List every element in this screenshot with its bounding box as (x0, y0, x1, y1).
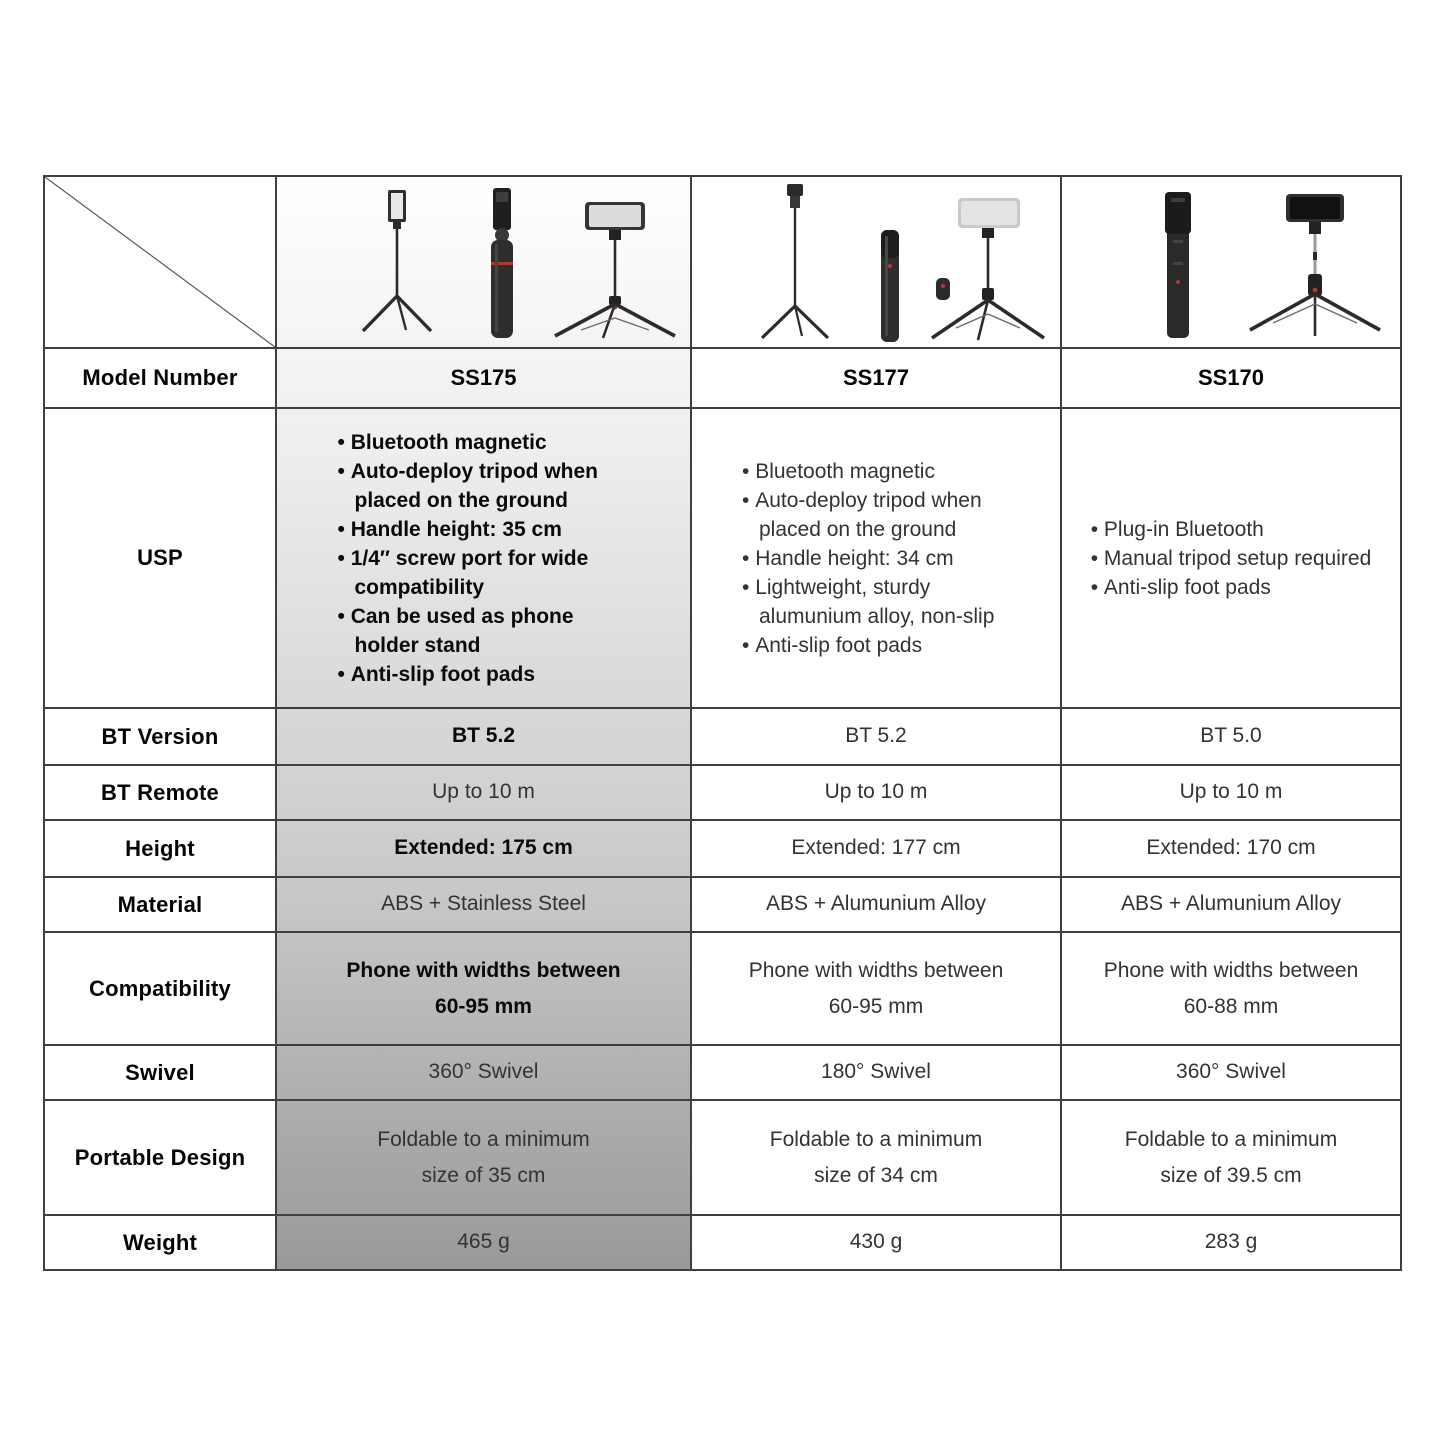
usp-item: • Anti-slip foot pads (338, 660, 630, 689)
portable-line: Foldable to a minimum (769, 1127, 983, 1151)
cell-ss177-model: SS177 (691, 348, 1061, 408)
cell-ss175-weight: 465 g (276, 1215, 691, 1270)
cell-ss175-model: SS175 (276, 348, 691, 408)
row-label-portable-design: Portable Design (44, 1100, 276, 1215)
cell-ss170-bt-remote: Up to 10 m (1061, 765, 1401, 820)
header-corner-cell (44, 176, 276, 348)
row-portable-design (44, 1100, 1401, 1215)
compatibility-line: 60-95 mm (435, 994, 532, 1018)
row-label-swivel: Swivel (44, 1045, 276, 1100)
cell-ss177-usp (691, 408, 1061, 708)
row-swivel (44, 1045, 1401, 1100)
compatibility-line: 60-88 mm (1183, 994, 1279, 1018)
cell-ss175-bt-remote: Up to 10 m (276, 765, 691, 820)
cell-ss175-compatibility (276, 932, 691, 1045)
cell-ss177-portable-design (691, 1100, 1061, 1215)
cell-ss170-weight: 283 g (1061, 1215, 1401, 1270)
cell-ss175-material: ABS + Stainless Steel (276, 877, 691, 932)
cell-ss177-weight: 430 g (691, 1215, 1061, 1270)
cell-ss177-bt-version: BT 5.2 (691, 708, 1061, 765)
usp-item: • 1/4″ screw port for wide compatibility (338, 544, 630, 602)
cell-ss170-compatibility (1061, 932, 1401, 1045)
row-label-material: Material (44, 877, 276, 932)
usp-item: • Anti-slip foot pads (742, 631, 1010, 660)
row-label-usp: USP (44, 408, 276, 708)
usp-item: • Anti-slip foot pads (1091, 573, 1372, 602)
portable-line: Foldable to a minimum (377, 1127, 590, 1151)
product-photo-ss177 (700, 178, 1061, 346)
row-label-bt-version: BT Version (44, 708, 276, 765)
cell-ss177-material: ABS + Alumunium Alloy (691, 877, 1061, 932)
usp-item: • Handle height: 34 cm (742, 544, 1010, 573)
row-model-number (44, 348, 1401, 408)
cell-ss170-usp (1061, 408, 1401, 708)
cell-ss170-portable-design (1061, 1100, 1401, 1215)
row-bt-version (44, 708, 1401, 765)
usp-list-ss170 (1091, 515, 1372, 602)
product-photo-ss170 (1070, 178, 1401, 346)
row-compatibility (44, 932, 1401, 1045)
row-bt-remote (44, 765, 1401, 820)
usp-list-ss175 (338, 428, 630, 689)
usp-item: • Auto-deploy tripod when placed on the ground (338, 457, 630, 515)
cell-ss170-swivel: 360° Swivel (1061, 1045, 1401, 1100)
cell-ss170-material: ABS + Alumunium Alloy (1061, 877, 1401, 932)
row-label-height: Height (44, 820, 276, 877)
cell-ss170-model: SS170 (1061, 348, 1401, 408)
cell-ss177-swivel: 180° Swivel (691, 1045, 1061, 1100)
cell-ss170-photo (1061, 176, 1401, 348)
row-height (44, 820, 1401, 877)
cell-ss175-photo (276, 176, 691, 348)
header-corner-diagonal (45, 177, 275, 347)
product-photo-ss175 (285, 178, 691, 346)
compatibility-line: 60-95 mm (828, 994, 924, 1018)
usp-item: • Bluetooth magnetic (338, 428, 630, 457)
portable-line: size of 39.5 cm (1160, 1163, 1302, 1187)
cell-ss175-height: Extended: 175 cm (276, 820, 691, 877)
row-weight (44, 1215, 1401, 1270)
cell-ss170-height: Extended: 170 cm (1061, 820, 1401, 877)
compatibility-line: Phone with widths between (748, 958, 1004, 982)
cell-ss170-bt-version: BT 5.0 (1061, 708, 1401, 765)
row-label-weight: Weight (44, 1215, 276, 1270)
portable-line: Foldable to a minimum (1124, 1127, 1338, 1151)
usp-item: • Manual tripod setup required (1091, 544, 1372, 573)
comparison-table (43, 175, 1400, 1269)
portable-line: size of 35 cm (421, 1163, 546, 1187)
row-label-bt-remote: BT Remote (44, 765, 276, 820)
cell-ss175-portable-design (276, 1100, 691, 1215)
cell-ss177-height: Extended: 177 cm (691, 820, 1061, 877)
compatibility-line: Phone with widths between (1103, 958, 1359, 982)
usp-item: • Can be used as phone holder stand (338, 602, 630, 660)
usp-list-ss177 (742, 457, 1010, 660)
cell-ss175-swivel: 360° Swivel (276, 1045, 691, 1100)
usp-item: • Bluetooth magnetic (742, 457, 1010, 486)
cell-ss175-bt-version: BT 5.2 (276, 708, 691, 765)
usp-item: • Lightweight, sturdy alumunium alloy, non-slip (742, 573, 1010, 631)
row-product-photos (44, 176, 1401, 348)
cell-ss175-usp (276, 408, 691, 708)
row-label-model-number: Model Number (44, 348, 276, 408)
row-label-compatibility: Compatibility (44, 932, 276, 1045)
cell-ss177-photo (691, 176, 1061, 348)
usp-item: • Handle height: 35 cm (338, 515, 630, 544)
product-comparison-table (43, 175, 1402, 1271)
usp-item: • Auto-deploy tripod when placed on the ground (742, 486, 1010, 544)
cell-ss177-compatibility (691, 932, 1061, 1045)
cell-ss177-bt-remote: Up to 10 m (691, 765, 1061, 820)
compatibility-line: Phone with widths between (346, 958, 621, 982)
usp-item: • Plug-in Bluetooth (1091, 515, 1372, 544)
portable-line: size of 34 cm (814, 1163, 938, 1187)
row-usp (44, 408, 1401, 708)
row-material (44, 877, 1401, 932)
